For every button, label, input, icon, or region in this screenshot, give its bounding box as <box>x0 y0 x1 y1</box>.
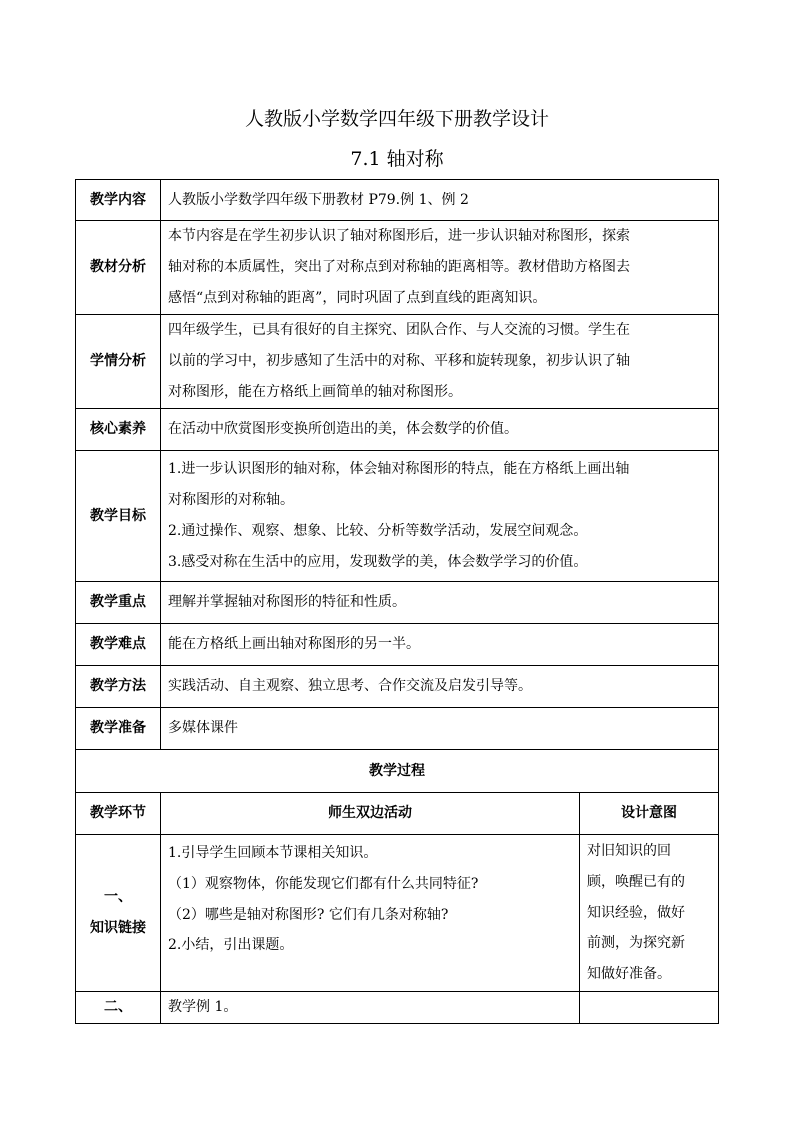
lesson-plan-table <box>75 179 719 1024</box>
text-line: 2.小结，引出课题。 <box>168 937 294 954</box>
label-core-literacy: 核心素养 <box>76 409 161 451</box>
text-line: 本节内容是在学生初步认识了轴对称图形后，进一步认识轴对称图形，探索 <box>168 228 630 245</box>
text-line: 对旧知识的回 <box>587 843 671 859</box>
row-core-literacy <box>76 409 719 451</box>
text-line: 以前的学习中，初步感知了生活中的对称、平移和旋转现象，初步认识了轴 <box>168 353 630 370</box>
value-student-analysis <box>161 315 719 409</box>
row-teaching-content <box>76 180 719 221</box>
row-teaching-goals <box>76 451 719 582</box>
text-line: 轴对称的本质属性，突出了对称点到对称轴的距离相等。教材借助方格图去 <box>168 259 630 276</box>
process-title: 教学过程 <box>76 750 719 793</box>
text-line: （1）观察物体，你能发现它们都有什么共同特征? <box>168 875 479 892</box>
text-line: 顾，唤醒已有的 <box>587 873 685 890</box>
row-step-2 <box>76 992 719 1024</box>
stage-name: 知识链接 <box>90 920 146 936</box>
row-difficult-point <box>76 624 719 666</box>
label-teaching-goals: 教学目标 <box>76 451 161 582</box>
row-teaching-preparation <box>76 708 719 750</box>
text-line: 四年级学生，已具有很好的自主探究、团队合作、与人交流的习惯。学生在 <box>168 322 630 339</box>
text-line: 知识经验，做好 <box>587 904 685 921</box>
header-intent: 设计意图 <box>580 793 719 835</box>
stage-2: 二、 <box>76 992 161 1024</box>
row-student-analysis <box>76 315 719 409</box>
value-teaching-content: 人教版小学数学四年级下册教材 P79.例 1、例 2 <box>161 180 719 221</box>
header-activity: 师生双边活动 <box>161 793 580 835</box>
text-line: 2.通过操作、观察、想象、比较、分析等数学活动，发展空间观念。 <box>168 523 588 539</box>
value-key-point: 理解并掌握轴对称图形的特征和性质。 <box>161 582 719 624</box>
value-difficult-point: 能在方格纸上画出轴对称图形的另一半。 <box>161 624 719 666</box>
text-line: 1.进一步认识图形的轴对称，体会轴对称图形的特点，能在方格纸上画出轴 <box>168 461 630 478</box>
text-line: 1.引导学生回顾本节课相关知识。 <box>168 845 378 861</box>
document-subtitle: 7.1 轴对称 <box>350 148 444 170</box>
row-process-headers <box>76 793 719 835</box>
label-teaching-content: 教学内容 <box>76 180 161 221</box>
label-teaching-method: 教学方法 <box>76 666 161 708</box>
text-line: 3.感受对称在生活中的应用，发现数学的美，体会数学学习的价值。 <box>168 553 588 570</box>
text-line: 对称图形的对称轴。 <box>168 492 294 509</box>
value-teaching-goals <box>161 451 719 582</box>
label-student-analysis: 学情分析 <box>76 315 161 409</box>
row-key-point <box>76 582 719 624</box>
text-line: （2）哪些是轴对称图形? 它们有几条对称轴? <box>168 906 449 923</box>
row-process-title <box>76 750 719 793</box>
intent-1 <box>580 835 719 992</box>
stage-1 <box>76 835 161 992</box>
value-teaching-preparation: 多媒体课件 <box>161 708 719 750</box>
activity-2: 教学例 1。 <box>161 992 580 1024</box>
document-title: 人教版小学数学四年级下册教学设计 <box>244 108 549 130</box>
row-material-analysis <box>76 221 719 315</box>
text-line: 对称图形，能在方格纸上画简单的轴对称图形。 <box>168 383 462 400</box>
text-line: 前测，为探究新 <box>587 935 685 952</box>
label-teaching-preparation: 教学准备 <box>76 708 161 750</box>
label-material-analysis: 教材分析 <box>76 221 161 315</box>
activity-1 <box>161 835 580 992</box>
value-core-literacy: 在活动中欣赏图形变换所创造出的美，体会数学的价值。 <box>161 409 719 451</box>
row-teaching-method <box>76 666 719 708</box>
value-material-analysis <box>161 221 719 315</box>
label-difficult-point: 教学难点 <box>76 624 161 666</box>
value-teaching-method: 实践活动、自主观察、独立思考、合作交流及启发引导等。 <box>161 666 719 708</box>
stage-number: 一、 <box>104 889 132 906</box>
header-stage: 教学环节 <box>76 793 161 835</box>
text-line: 感悟“点到对称轴的距离”，同时巩固了点到直线的距离知识。 <box>168 289 547 306</box>
intent-2 <box>580 992 719 1024</box>
row-step-1 <box>76 835 719 992</box>
text-line: 知做好准备。 <box>587 966 671 983</box>
label-key-point: 教学重点 <box>76 582 161 624</box>
